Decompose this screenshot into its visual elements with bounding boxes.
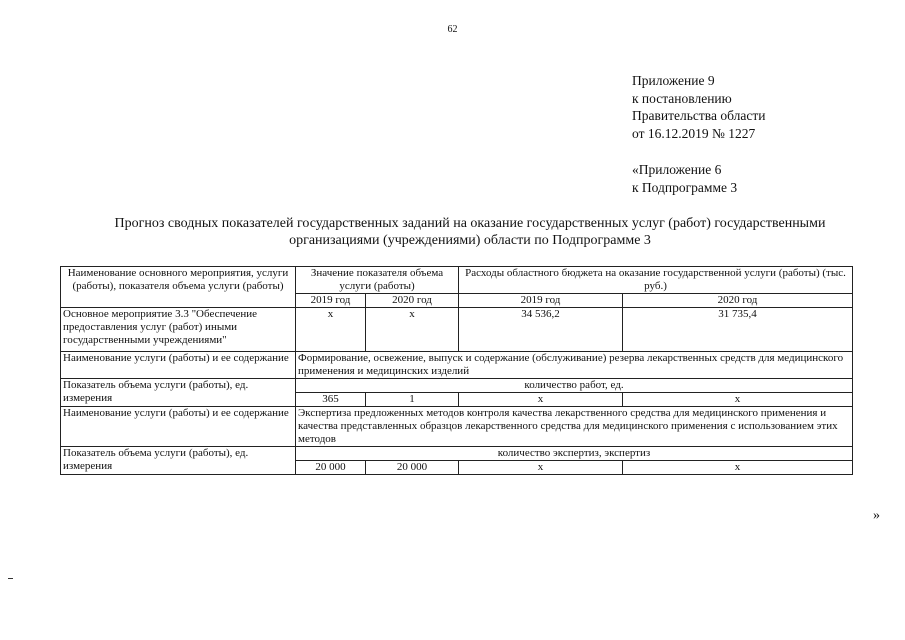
header-expense-2019: 2019 год	[459, 294, 623, 308]
header-volume-2020: 2020 год	[366, 294, 459, 308]
row-name: Основное мероприятие 3.3 "Обеспечение предоставления услуг (работ) иными государственными учреждениями"	[61, 308, 296, 352]
row-expense-2020: 31 735,4	[623, 308, 853, 352]
header-volume-group: Значение показателя объема услуги (работы)	[296, 267, 459, 294]
table-row	[61, 352, 853, 379]
row-name: Показатель объема услуги (работы), ед. измерения	[61, 379, 296, 407]
row-name: Наименование услуги (работы) и ее содержание	[61, 407, 296, 447]
table-row	[61, 407, 853, 447]
appendix-header	[632, 72, 765, 142]
row-expense-2020: x	[623, 461, 853, 475]
table-header-row	[61, 267, 853, 294]
page-number: 62	[447, 24, 458, 35]
row-unit: количество работ, ед.	[296, 379, 853, 393]
appendix-line: Правительства области	[632, 108, 766, 123]
row-volume-2020: 20 000	[366, 461, 459, 475]
forecast-table	[60, 266, 853, 475]
row-name: Наименование услуги (работы) и ее содержание	[61, 352, 296, 379]
row-service-content: Формирование, освежение, выпуск и содержание (обслуживание) резерва лекарственных средств для медицинского применения и медицинских изделий	[296, 352, 853, 379]
row-volume-2020: 1	[366, 393, 459, 407]
row-volume-2019: x	[296, 308, 366, 352]
row-name: Показатель объема услуги (работы), ед. измерения	[61, 447, 296, 475]
row-expense-2020: x	[623, 393, 853, 407]
appendix-line: «Приложение 6	[632, 162, 722, 177]
margin-mark	[8, 578, 13, 579]
header-expense-group: Расходы областного бюджета на оказание государственной услуги (работы) (тыс. руб.)	[459, 267, 853, 294]
title-line: организациями (учреждениями) области по Подпрограмме 3	[289, 233, 651, 248]
document-title	[40, 215, 900, 249]
table-row	[61, 447, 853, 461]
table-row	[61, 379, 853, 393]
header-volume-2019: 2019 год	[296, 294, 366, 308]
header-name-column: Наименование основного мероприятия, услуги (работы), показателя объема услуги (работы)	[61, 267, 296, 308]
appendix-line: от 16.12.2019 № 1227	[632, 125, 756, 141]
appendix-line: к постановлению	[632, 90, 732, 106]
row-expense-2019: 34 536,2	[459, 308, 623, 352]
row-volume-2020: x	[366, 308, 459, 352]
appendix-line: к Подпрограмме 3	[632, 179, 738, 195]
title-line: Прогноз сводных показателей государственных заданий на оказание государственных услуг (работ) государственными	[114, 216, 826, 231]
row-service-content: Экспертиза предложенных методов контроля качества лекарственного средства для медицинского применения и качества представленных образцов лекарственного средства для медицинского применения с использованием этих методов	[296, 407, 853, 447]
closing-quote: »	[873, 508, 880, 523]
row-expense-2019: x	[459, 393, 623, 407]
header-expense-2020: 2020 год	[623, 294, 853, 308]
row-unit: количество экспертиз, экспертиз	[296, 447, 853, 461]
appendix-line: Приложение 9	[632, 73, 715, 88]
row-expense-2019: x	[459, 461, 623, 475]
row-volume-2019: 365	[296, 393, 366, 407]
table-row	[61, 308, 853, 352]
appendix-subheader	[632, 161, 737, 196]
row-volume-2019: 20 000	[296, 461, 366, 475]
